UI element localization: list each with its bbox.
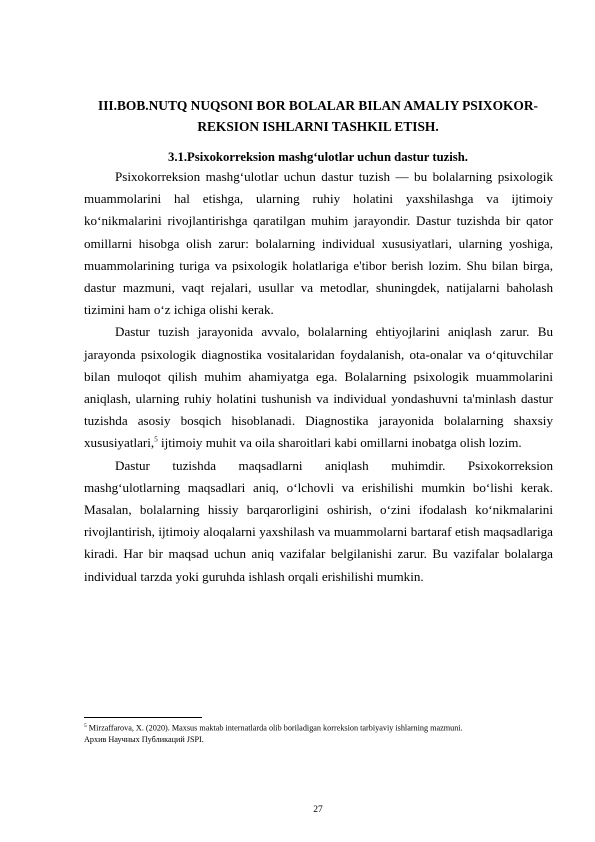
footnote-reference: 5	[154, 436, 158, 445]
paragraph-1: Psixokorreksion mashg‘ulotlar uchun dastur tuzish — bu bolalarning psixologik muammolarini hal etishga, ularning ruhiy holatini yaxshilashga va ijtimoiy ko‘nikmalarini rivojlantirishga qaratilgan muhim jarayondir. Dastur tuzishda bir qator omillarni hisobga olish zarur: bolalarning individual xususiyatlari, ularning yoshiga, muammolarining turiga va psixologik holatlariga e'tibor berish lozim. Shu bilan birga, dastur mazmuni, vaqt rejalari, usullar va metodlar, shuningdek, natijalarni baholash tizimini ham o‘z ichiga olishi kerak.	[84, 169, 553, 318]
paragraph-2-text-b: ijtimoiy muhit va oila sharoitlari kabi omillarni inobatga olish lozim.	[157, 435, 522, 451]
footnote-line-2: Архив Научных Публикаций JSPI.	[84, 735, 204, 745]
paragraph-2-text-a: Dastur tuzish jarayonida avvalo, bolalarning ehtiyojlarini aniqlash zarur. Bu jarayonda psixologik diagnostika vositalaridan foydalanish, ota-onalar va o‘qituvchilar bilan muloqot qilish muhim ahamiyatga ega. Bolalarning psixologik muammolarini aniqlash, ularning ruhiy holatini tushunish va individual yondashuvni ta'minlash dastur tuzishda asosiy bosqich hisoblanadi. Diagnostika jarayonida bolalarning shaxsiy xususiyatlari,	[84, 324, 553, 451]
footnote-line-1	[84, 721, 554, 734]
page-number: 27	[313, 805, 323, 815]
footnote-citation: Mirzaffarova, X. (2020). Maxsus maktab internatlarda olib boriladigan korreksion tarbiyaviy ishlarning mazmuni.	[86, 723, 463, 733]
footnote	[84, 721, 554, 746]
chapter-title: III.BOB.NUTQ NUQSONI BOR BOLALAR BILAN AMALIY PSIXOKOR-REKSION ISHLARNI TASHKIL ETISH.	[98, 98, 538, 134]
footnote-number: 5	[84, 723, 87, 729]
body-text	[84, 166, 553, 588]
paragraph-2	[84, 321, 553, 454]
section-title: 3.1.Psixokorreksion mashg‘ulotlar uchun dastur tuzish.	[168, 150, 468, 164]
footnote-divider	[84, 717, 202, 718]
paragraph-3: Dastur tuzishda maqsadlarni aniqlash muhimdir. Psixokorreksion mashg‘ulotlarning maqsadlari aniq, o‘lchovli va erishilishi mumkin bo‘lishi kerak. Masalan, bolalarning hissiy barqarorligini oshirish, o‘zini ifodalash ko‘nikmalarini rivojlantirish, ijtimoiy aloqalarni yaxshilash va muammolarni bartaraf etish maqsadlariga kiradi. Har bir maqsad uchun aniq vazifalar belgilanishi zarur. Bu vazifalar bolalarga individual tarzda yoki guruhda ishlash orqali erishilishi mumkin.	[84, 457, 553, 584]
